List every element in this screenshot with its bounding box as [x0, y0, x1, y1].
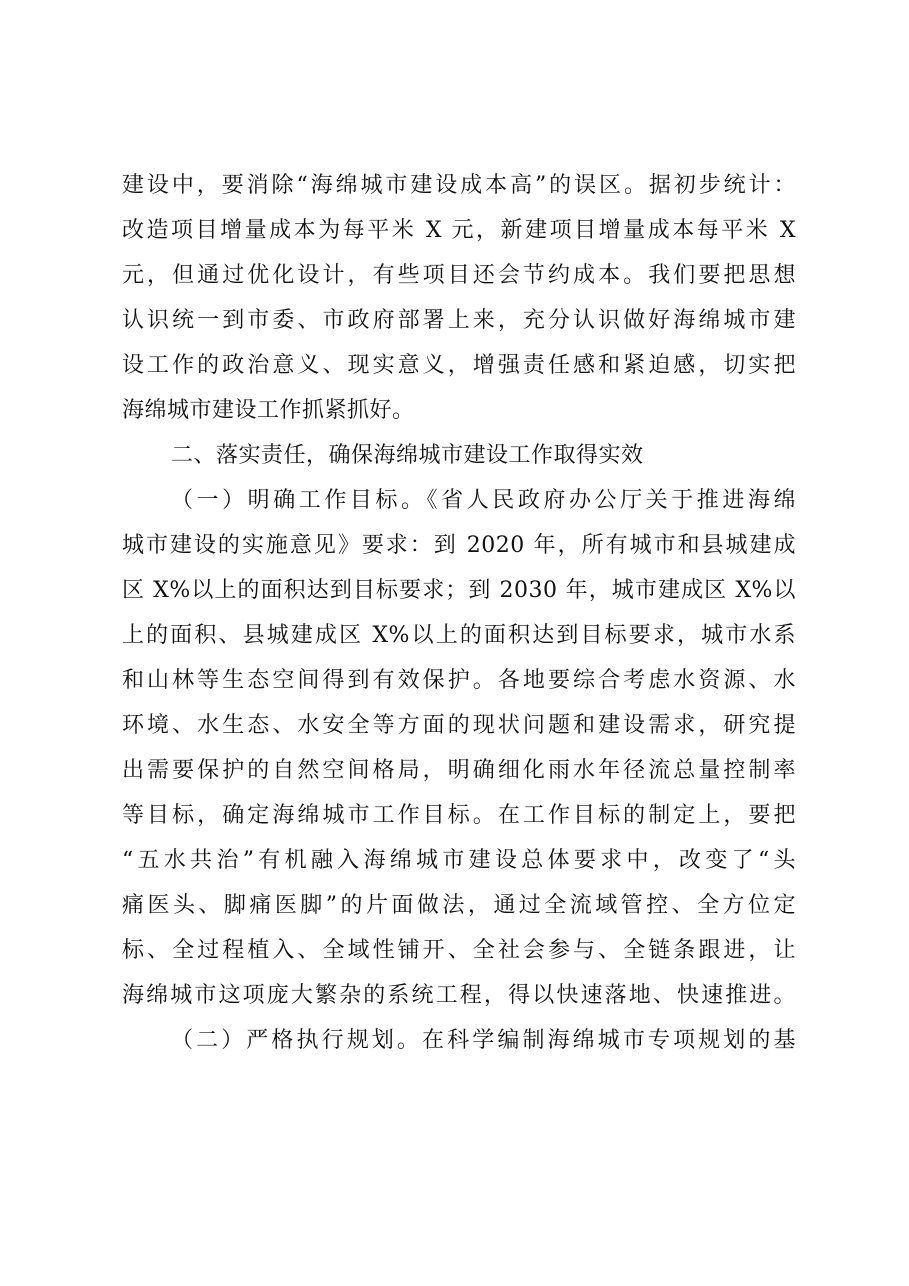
- body-text-line: 等目标，确定海绵城市工作目标。在工作目标的制定上，要把: [122, 803, 796, 828]
- body-text-line: 建设中，要消除“海绵城市建设成本高”的误区。据初步统计：: [122, 173, 796, 198]
- section-heading: 二、落实责任，确保海绵城市建设工作取得实效: [171, 443, 644, 468]
- body-text-line: 环境、水生态、水安全等方面的现状问题和建设需求，研究提: [122, 713, 796, 738]
- body-text-line: （二）严格执行规划。在科学编制海绵城市专项规划的基: [171, 1028, 796, 1053]
- body-text-line: 上的面积、县城建成区 X%以上的面积达到目标要求，城市水系: [122, 623, 796, 648]
- body-text-line: 城市建设的实施意见》要求：到 2020 年，所有城市和县城建成: [122, 533, 796, 558]
- body-text-line: （一）明确工作目标。《省人民政府办公厅关于推进海绵: [171, 488, 796, 513]
- body-text-line: 设工作的政治意义、现实意义，增强责任感和紧迫感，切实把: [122, 353, 796, 378]
- body-text-line: 海绵城市这项庞大繁杂的系统工程，得以快速落地、快速推进。: [122, 983, 796, 1008]
- body-text-line: 痛医头、脚痛医脚”的片面做法，通过全流域管控、全方位定: [122, 893, 796, 918]
- body-text-line: 认识统一到市委、市政府部署上来，充分认识做好海绵城市建: [122, 308, 796, 333]
- body-text-line: 和山林等生态空间得到有效保护。各地要综合考虑水资源、水: [122, 668, 796, 693]
- body-text-line: 海绵城市建设工作抓紧抓好。: [122, 398, 415, 423]
- body-text-line: 改造项目增量成本为每平米 X 元，新建项目增量成本每平米 X: [122, 218, 796, 243]
- body-text-line: “五水共治”有机融入海绵城市建设总体要求中，改变了“头: [122, 848, 796, 873]
- body-text-line: 标、全过程植入、全域性铺开、全社会参与、全链条跟进，让: [122, 938, 796, 963]
- body-text-line: 区 X%以上的面积达到目标要求；到 2030 年，城市建成区 X%以: [122, 578, 796, 603]
- body-text-line: 出需要保护的自然空间格局，明确细化雨水年径流总量控制率: [122, 758, 796, 783]
- body-text-line: 元，但通过优化设计，有些项目还会节约成本。我们要把思想: [122, 263, 796, 288]
